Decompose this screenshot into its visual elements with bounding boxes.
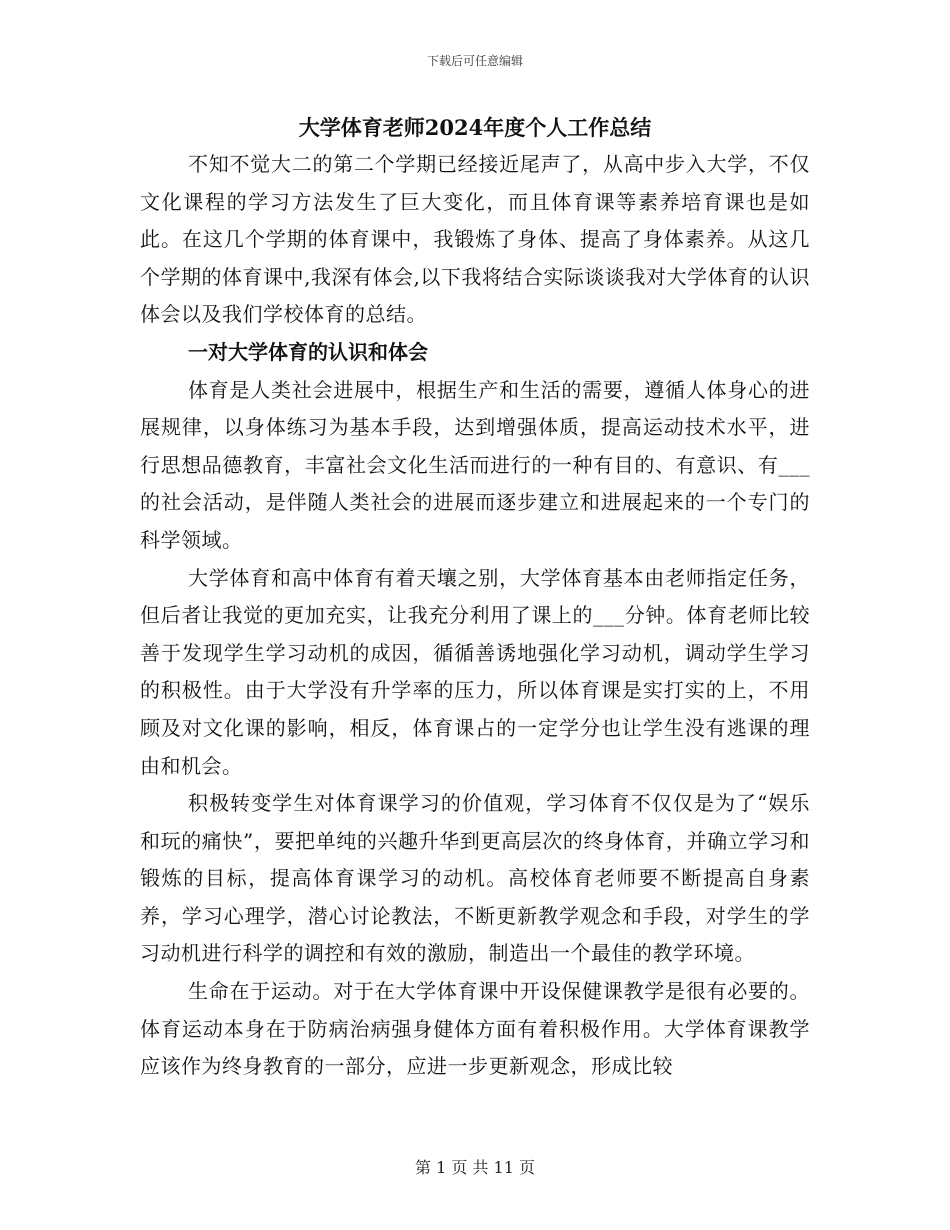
body-paragraph: 体育是人类社会进展中，根据生产和生活的需要，遵循人体身心的进展规律，以身体练习为基本手段，达到增强体质，提高运动技术水平，进行思想品德教育，丰富社会文化生活而进行的一种有目的、有意识、有___的社会活动，是伴随人类社会的进展而逐步建立和进展起来的一个专门的科学领域。 <box>140 377 810 552</box>
section-heading: 一对大学体育的认识和体会 <box>188 339 428 364</box>
body-paragraph: 大学体育和高中体育有着天壤之别，大学体育基本由老师指定任务，但后者让我觉的更加充实，让我充分利用了课上的___分钟。体育老师比较善于发现学生学习动机的成因，循循善诱地强化学习动机，调动学生学习的积极性。由于大学没有升学率的压力，所以体育课是实打实的上，不用顾及对文化课的影响，相反，体育课占的一定学分也让学生没有逃课的理由和机会。 <box>140 565 810 778</box>
page-number-footer: 第 1 页 共 11 页 <box>415 1158 535 1177</box>
intro-paragraph: 不知不觉大二的第二个学期已经接近尾声了，从高中步入大学，不仅文化课程的学习方法发生了巨大变化，而且体育课等素养培育课也是如此。在这几个学期的体育课中，我锻炼了身体、提高了身体素养。从这几个学期的体育课中,我深有体会,以下我将结合实际谈谈我对大学体育的认识体会以及我们学校体育的总结。 <box>140 152 810 327</box>
document-title: 大学体育老师2024年度个人工作总结 <box>298 115 652 140</box>
header-note: 下载后可任意编辑 <box>426 54 523 68</box>
body-paragraph: 积极转变学生对体育课学习的价值观，学习体育不仅仅是为了“娱乐和玩的痛快”，要把单纯的兴趣升华到更高层次的终身体育，并确立学习和锻炼的目标，提高体育课学习的动机。高校体育老师要不断提高自身素养，学习心理学，潜心讨论教法，不断更新教学观念和手段，对学生的学习动机进行科学的调控和有效的激励，制造出一个最佳的教学环境。 <box>140 791 810 966</box>
body-paragraph: 生命在于运动。对于在大学体育课中开设保健课教学是很有必要的。体育运动本身在于防病治病强身健体方面有着积极作用。大学体育课教学应该作为终身教育的一部分，应进一步更新观念，形成比较 <box>140 979 810 1079</box>
document-body <box>140 146 810 1086</box>
